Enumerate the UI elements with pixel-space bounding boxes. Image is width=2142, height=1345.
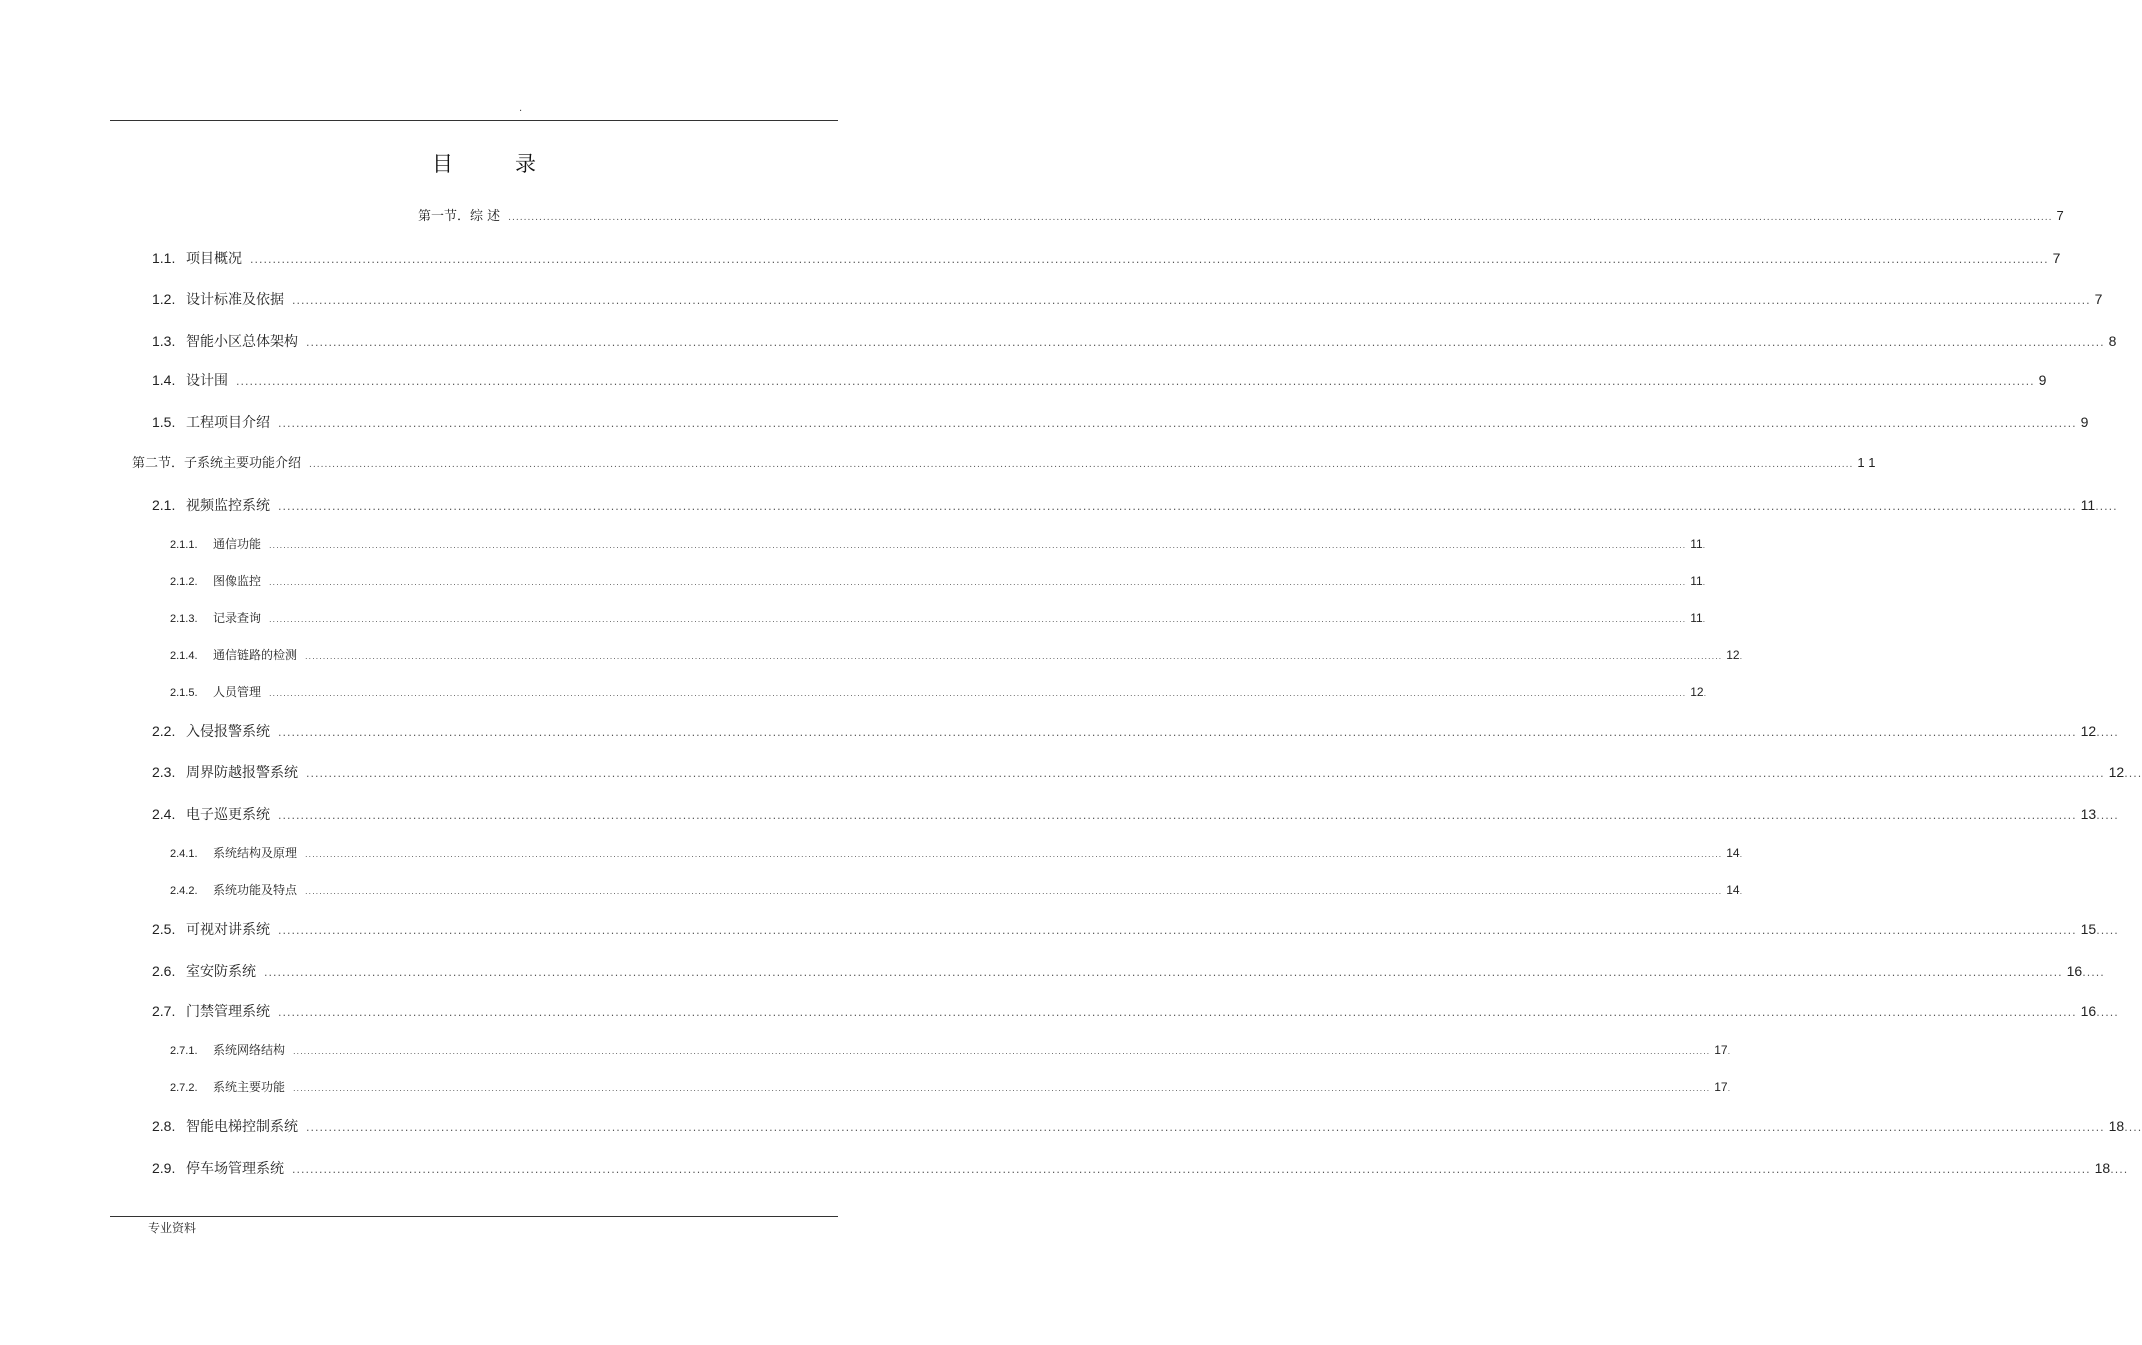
toc-dot-leader: ................................................................................................................................................................................................................................................................................................................................................................................................................ <box>292 294 2091 307</box>
toc-entry-number: 1.4. <box>152 372 176 388</box>
toc-entry-page: 14 <box>1726 883 1740 897</box>
toc-entry-number: 2.4.2. <box>170 885 198 897</box>
toc-entry-title: 入侵报警系统 <box>186 724 270 740</box>
toc-dot-leader: ................................................................................................................................................................................................................................................................................................................................................................................................................ <box>293 1047 1711 1056</box>
toc-entry-number: 1.3. <box>152 333 176 349</box>
toc-dot-tail: ..... <box>2096 924 2119 937</box>
toc-dot-tail: ..... <box>2096 1006 2119 1019</box>
toc-dot-leader: ................................................................................................................................................................................................................................................................................................................................................................................................................ <box>278 726 2077 739</box>
toc-dot-leader: ................................................................................................................................................................................................................................................................................................................................................................................................................ <box>309 460 1854 470</box>
footer-text: 专业资料 <box>148 1221 197 1235</box>
toc-dot-leader: ................................................................................................................................................................................................................................................................................................................................................................................................................ <box>306 336 2105 349</box>
toc-entry[interactable] <box>152 721 2119 743</box>
toc-entry-title: 停车场管理系统 <box>186 1161 284 1177</box>
toc-dot-tail: . <box>1727 1084 1732 1093</box>
toc-dot-leader: ................................................................................................................................................................................................................................................................................................................................................................................................................ <box>264 966 2063 979</box>
header-rule <box>110 120 838 121</box>
toc-dot-tail: ..... <box>2096 726 2119 739</box>
toc-entry[interactable] <box>152 919 2119 941</box>
toc-entry-number: 2.8. <box>152 1118 176 1134</box>
toc-dot-tail: .... <box>2124 1121 2142 1134</box>
toc-dot-leader: ................................................................................................................................................................................................................................................................................................................................................................................................................ <box>269 541 1687 550</box>
toc-entry[interactable] <box>152 1158 2129 1180</box>
toc-dot-tail: . <box>1702 541 1707 550</box>
toc-entry-number: 2.1.3. <box>170 613 198 625</box>
toc-entry[interactable] <box>152 289 2103 311</box>
toc-entry[interactable] <box>152 248 2061 270</box>
toc-entry[interactable] <box>170 536 1707 554</box>
toc-entry-page: 11 <box>1690 611 1703 625</box>
toc-entry-number: 2.1.5. <box>170 687 198 699</box>
toc-entry[interactable] <box>152 804 2119 826</box>
toc-title: 目录 <box>432 152 598 176</box>
toc-dot-leader: ................................................................................................................................................................................................................................................................................................................................................................................................................ <box>292 1163 2091 1176</box>
toc-entry-title: 设计围 <box>186 373 228 389</box>
toc-entry-number: 2.5. <box>152 921 176 937</box>
toc-entry-number: 2.9. <box>152 1160 176 1176</box>
toc-entry[interactable] <box>152 331 2117 353</box>
toc-dot-tail: . <box>1739 652 1744 661</box>
toc-entry-number: 2.1.2. <box>170 576 198 588</box>
toc-entry[interactable] <box>418 207 2064 227</box>
toc-entry-title: 图像监控 <box>213 574 262 588</box>
toc-entry-number: 2.6. <box>152 963 176 979</box>
toc-entry-title: 可视对讲系统 <box>186 922 270 938</box>
toc-dot-leader: ................................................................................................................................................................................................................................................................................................................................................................................................................ <box>278 500 2077 513</box>
footer-rule <box>110 1216 838 1217</box>
toc-entry-page: 11 <box>1690 574 1703 588</box>
toc-entry-title: 智能电梯控制系统 <box>186 1119 298 1135</box>
toc-entry-title: 工程项目介绍 <box>186 415 270 431</box>
toc-entry-number: 2.1.1. <box>170 539 198 551</box>
toc-entry-title: 门禁管理系统 <box>186 1004 270 1020</box>
toc-entry-page: 8 <box>2108 333 2117 349</box>
toc-entry-title: 人员管理 <box>213 685 262 699</box>
toc-entry-title: 项目概况 <box>186 251 242 267</box>
toc-entry-page: 14 <box>1726 846 1740 860</box>
toc-entry-number: 1.5. <box>152 414 176 430</box>
toc-entry-title: 系统结构及原理 <box>213 846 298 860</box>
toc-entry-number: 2.4.1. <box>170 848 198 860</box>
toc-entry-title: 通信功能 <box>213 537 262 551</box>
toc-entry-page: 16 <box>2080 1003 2097 1019</box>
toc-entry-title: 系统功能及特点 <box>213 883 298 897</box>
toc-entry[interactable] <box>170 647 1744 665</box>
toc-dot-tail: ..... <box>2082 966 2105 979</box>
header-mark: . <box>519 103 523 114</box>
toc-entry-page: 9 <box>2080 414 2089 430</box>
toc-dot-tail: .... <box>2110 1163 2129 1176</box>
toc-entry-number: 2.4. <box>152 806 176 822</box>
toc-entry-number: 2.7.1. <box>170 1045 198 1057</box>
toc-entry-page: 9 <box>2038 372 2047 388</box>
toc-dot-tail: ..... <box>2096 809 2119 822</box>
toc-dot-leader: ................................................................................................................................................................................................................................................................................................................................................................................................................ <box>269 615 1687 624</box>
toc-entry-number: 1.1. <box>152 250 176 266</box>
toc-entry[interactable] <box>152 762 2142 784</box>
toc-entry-page: 13 <box>2080 806 2097 822</box>
toc-entry[interactable] <box>152 370 2047 392</box>
toc-dot-leader: ................................................................................................................................................................................................................................................................................................................................................................................................................ <box>278 417 2077 430</box>
toc-entry[interactable] <box>152 495 2118 517</box>
toc-entry-page: 18 <box>2094 1160 2111 1176</box>
toc-dot-tail: .... <box>2124 767 2142 780</box>
toc-entry-page: 12 <box>1690 685 1704 699</box>
toc-entry[interactable] <box>170 610 1707 628</box>
toc-entry[interactable] <box>132 454 1876 474</box>
toc-entry[interactable] <box>170 573 1707 591</box>
toc-entry-title: 系统网络结构 <box>213 1043 286 1057</box>
toc-entry-number: 2.2. <box>152 723 176 739</box>
toc-entry-page: 17 <box>1714 1043 1728 1057</box>
toc-dot-tail: . <box>1702 578 1707 587</box>
toc-entry-page: 11 <box>2080 497 2096 513</box>
toc-dot-leader: ................................................................................................................................................................................................................................................................................................................................................................................................................ <box>305 850 1723 859</box>
toc-entry-page: 18 <box>2108 1118 2125 1134</box>
toc-entry-page: 1 1 <box>1857 455 1876 470</box>
toc-dot-leader: ................................................................................................................................................................................................................................................................................................................................................................................................................ <box>278 1006 2077 1019</box>
toc-entry-page: 15 <box>2080 921 2097 937</box>
toc-entry-title: 视频监控系统 <box>186 498 270 514</box>
toc-entry-page: 12 <box>2108 764 2125 780</box>
toc-entry-number: 1.2. <box>152 291 176 307</box>
toc-dot-tail: . <box>1727 1047 1732 1056</box>
toc-entry-page: 7 <box>2052 250 2061 266</box>
toc-entry-page: 7 <box>2056 208 2064 223</box>
toc-entry-number: 2.7. <box>152 1003 176 1019</box>
toc-entry-number: 2.1. <box>152 497 176 513</box>
toc-dot-tail: . <box>1739 850 1744 859</box>
toc-entry-number: 2.7.2. <box>170 1082 198 1094</box>
toc-dot-tail: . <box>1702 615 1707 624</box>
toc-entry-page: 11 <box>1690 537 1703 551</box>
toc-dot-leader: ................................................................................................................................................................................................................................................................................................................................................................................................................ <box>278 924 2077 937</box>
toc-entry[interactable] <box>152 1116 2142 1138</box>
toc-entry-title: 智能小区总体架构 <box>186 334 298 350</box>
toc-entry[interactable] <box>170 684 1708 702</box>
toc-entry[interactable] <box>170 1079 1732 1097</box>
toc-entry-title: 周界防越报警系统 <box>186 765 298 781</box>
toc-dot-leader: ................................................................................................................................................................................................................................................................................................................................................................................................................ <box>269 689 1687 698</box>
toc-entry-number: 2.1.4. <box>170 650 198 662</box>
toc-dot-leader: ................................................................................................................................................................................................................................................................................................................................................................................................................ <box>269 578 1687 587</box>
toc-dot-leader: ................................................................................................................................................................................................................................................................................................................................................................................................................ <box>508 213 2053 223</box>
toc-dot-leader: ................................................................................................................................................................................................................................................................................................................................................................................................................ <box>278 809 2077 822</box>
toc-entry-title: 通信链路的检测 <box>213 648 298 662</box>
toc-dot-leader: ................................................................................................................................................................................................................................................................................................................................................................................................................ <box>293 1084 1711 1093</box>
toc-dot-leader: ................................................................................................................................................................................................................................................................................................................................................................................................................ <box>305 887 1723 896</box>
toc-entry[interactable] <box>170 845 1744 863</box>
toc-entry-title: 记录查询 <box>213 611 262 625</box>
toc-entry-page: 7 <box>2094 291 2103 307</box>
toc-entry-page: 12 <box>2080 723 2097 739</box>
toc-dot-leader: ................................................................................................................................................................................................................................................................................................................................................................................................................ <box>306 1121 2105 1134</box>
toc-entry-title: 室安防系统 <box>186 964 256 980</box>
toc-entry-page: 16 <box>2066 963 2083 979</box>
toc-entry[interactable] <box>152 961 2105 983</box>
toc-entry[interactable] <box>170 1042 1732 1060</box>
toc-dot-tail: . <box>1703 689 1708 698</box>
toc-entry-title: 电子巡更系统 <box>186 807 270 823</box>
toc-entry-page: 17 <box>1714 1080 1728 1094</box>
toc-entry-number: 2.3. <box>152 764 176 780</box>
toc-dot-leader: ................................................................................................................................................................................................................................................................................................................................................................................................................ <box>306 767 2105 780</box>
toc-entry[interactable] <box>170 882 1744 900</box>
toc-dot-leader: ................................................................................................................................................................................................................................................................................................................................................................................................................ <box>250 253 2049 266</box>
toc-entry-title: 设计标准及依据 <box>186 292 284 308</box>
toc-entry-title: 第一节．综 述 <box>418 209 501 224</box>
toc-dot-tail: ..... <box>2095 500 2118 513</box>
toc-dot-leader: ................................................................................................................................................................................................................................................................................................................................................................................................................ <box>236 375 2035 388</box>
toc-entry-page: 12 <box>1726 648 1740 662</box>
toc-dot-tail: . <box>1739 887 1744 896</box>
toc-entry-title: 系统主要功能 <box>213 1080 286 1094</box>
toc-dot-leader: ................................................................................................................................................................................................................................................................................................................................................................................................................ <box>305 652 1723 661</box>
toc-entry-title: 第二节．子系统主要功能介绍 <box>132 456 302 471</box>
toc-entry[interactable] <box>152 1001 2119 1023</box>
toc-entry[interactable] <box>152 412 2089 434</box>
